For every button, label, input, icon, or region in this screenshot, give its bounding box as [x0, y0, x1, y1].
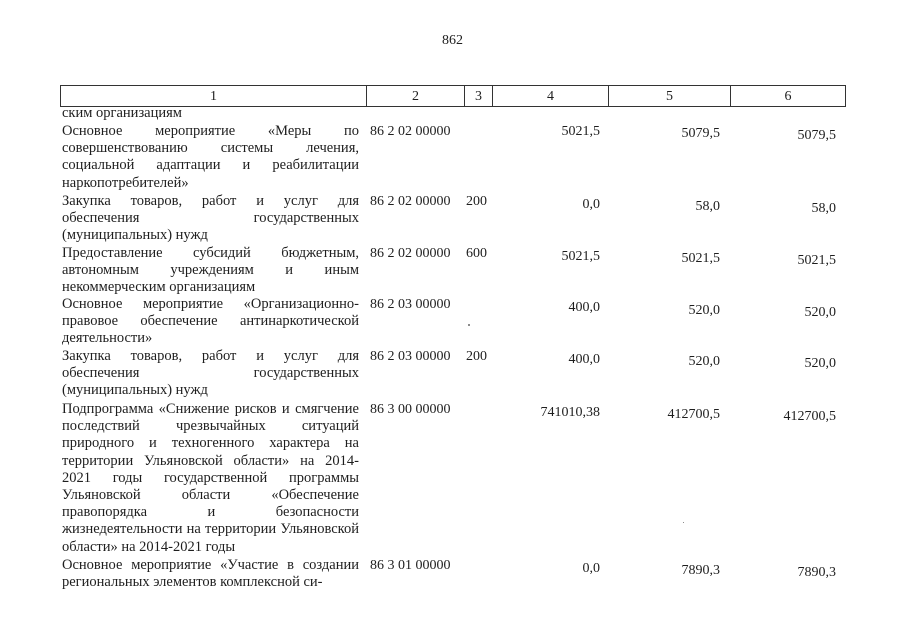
row-value-col-6: 5021,5 [797, 253, 836, 268]
row-value-col-5: 412700,5 [667, 407, 720, 422]
row-code: 86 2 02 00000 [370, 124, 451, 139]
row-name: Закупка товаров, работ и услуг для обеспечения государственных (муниципальных) нужд [62, 348, 359, 399]
row-name: Основное мероприятие «Меры по совершенствованию системы лечения, социальной адаптации и реабилитации наркопотребителей» [62, 123, 359, 191]
row-value-col-6: 520,0 [804, 356, 836, 371]
row-value-col-5: 58,0 [695, 199, 720, 214]
table-row [62, 105, 359, 122]
row-value-col-5: 520,0 [688, 354, 720, 369]
row-vr: 200 [466, 194, 487, 209]
header-col-5: 5 [608, 86, 730, 106]
row-code: 86 2 03 00000 [370, 349, 451, 364]
table-row [62, 401, 359, 556]
header-col-1: 1 [60, 86, 366, 106]
row-value-col-5: 5021,5 [681, 251, 720, 266]
row-value-col-6: 7890,3 [797, 565, 836, 580]
row-name: Закупка товаров, работ и услуг для обеспечения государственных (муниципальных) нужд [62, 193, 359, 244]
row-value-col-4: 741010,38 [540, 405, 600, 420]
table-row [62, 348, 359, 400]
header-col-2: 2 [366, 86, 464, 106]
row-value-col-6: 520,0 [804, 305, 836, 320]
row-name: Предоставление субсидий бюджетным, автономным учреждениям и иным некоммерческим организациям [62, 245, 359, 296]
table-row [62, 245, 359, 297]
row-vr: 600 [466, 246, 487, 261]
row-code: 86 3 01 00000 [370, 558, 451, 573]
header-col-4: 4 [492, 86, 608, 106]
row-vr: 200 [466, 349, 487, 364]
table-header [60, 85, 846, 107]
header-col-3: 3 [464, 86, 492, 106]
header-col-6: 6 [730, 86, 846, 106]
row-value-col-4: 0,0 [582, 197, 600, 212]
scan-speck [683, 522, 684, 523]
row-code: 86 2 02 00000 [370, 246, 451, 261]
row-code: 86 2 03 00000 [370, 297, 451, 312]
scan-speck [468, 324, 470, 326]
row-code: 86 2 02 00000 [370, 194, 451, 209]
page-number: 862 [442, 33, 463, 48]
row-value-col-6: 412700,5 [783, 409, 836, 424]
row-name: ским организациям [62, 105, 182, 121]
row-value-col-6: 5079,5 [797, 128, 836, 143]
table-row [62, 193, 359, 245]
row-value-col-5: 7890,3 [681, 563, 720, 578]
row-name: Основное мероприятие «Участие в создании региональных элементов комплексной си- [62, 557, 359, 591]
table-row [62, 557, 359, 591]
table-row [62, 296, 359, 348]
row-value-col-4: 400,0 [568, 300, 600, 315]
row-value-col-5: 5079,5 [681, 126, 720, 141]
row-value-col-4: 5021,5 [561, 249, 600, 264]
row-name: Основное мероприятие «Организационно-правовое обеспечение антинаркотической деятельности» [62, 296, 359, 347]
row-value-col-5: 520,0 [688, 303, 720, 318]
row-name: Подпрограмма «Снижение рисков и смягчение последствий чрезвычайных ситуаций природного и техногенного характера на территории Ульяновской области» на 2014-2021 годы государственной программы Ульяновской области «Обеспечение правопорядка и безопасности жизнедеятельности на территории Ульяновской области» на 2014-2021 годы [62, 401, 359, 555]
table-row [62, 123, 359, 192]
row-code: 86 3 00 00000 [370, 402, 451, 417]
row-value-col-4: 0,0 [582, 561, 600, 576]
row-value-col-4: 400,0 [568, 352, 600, 367]
row-value-col-6: 58,0 [811, 201, 836, 216]
row-value-col-4: 5021,5 [561, 124, 600, 139]
